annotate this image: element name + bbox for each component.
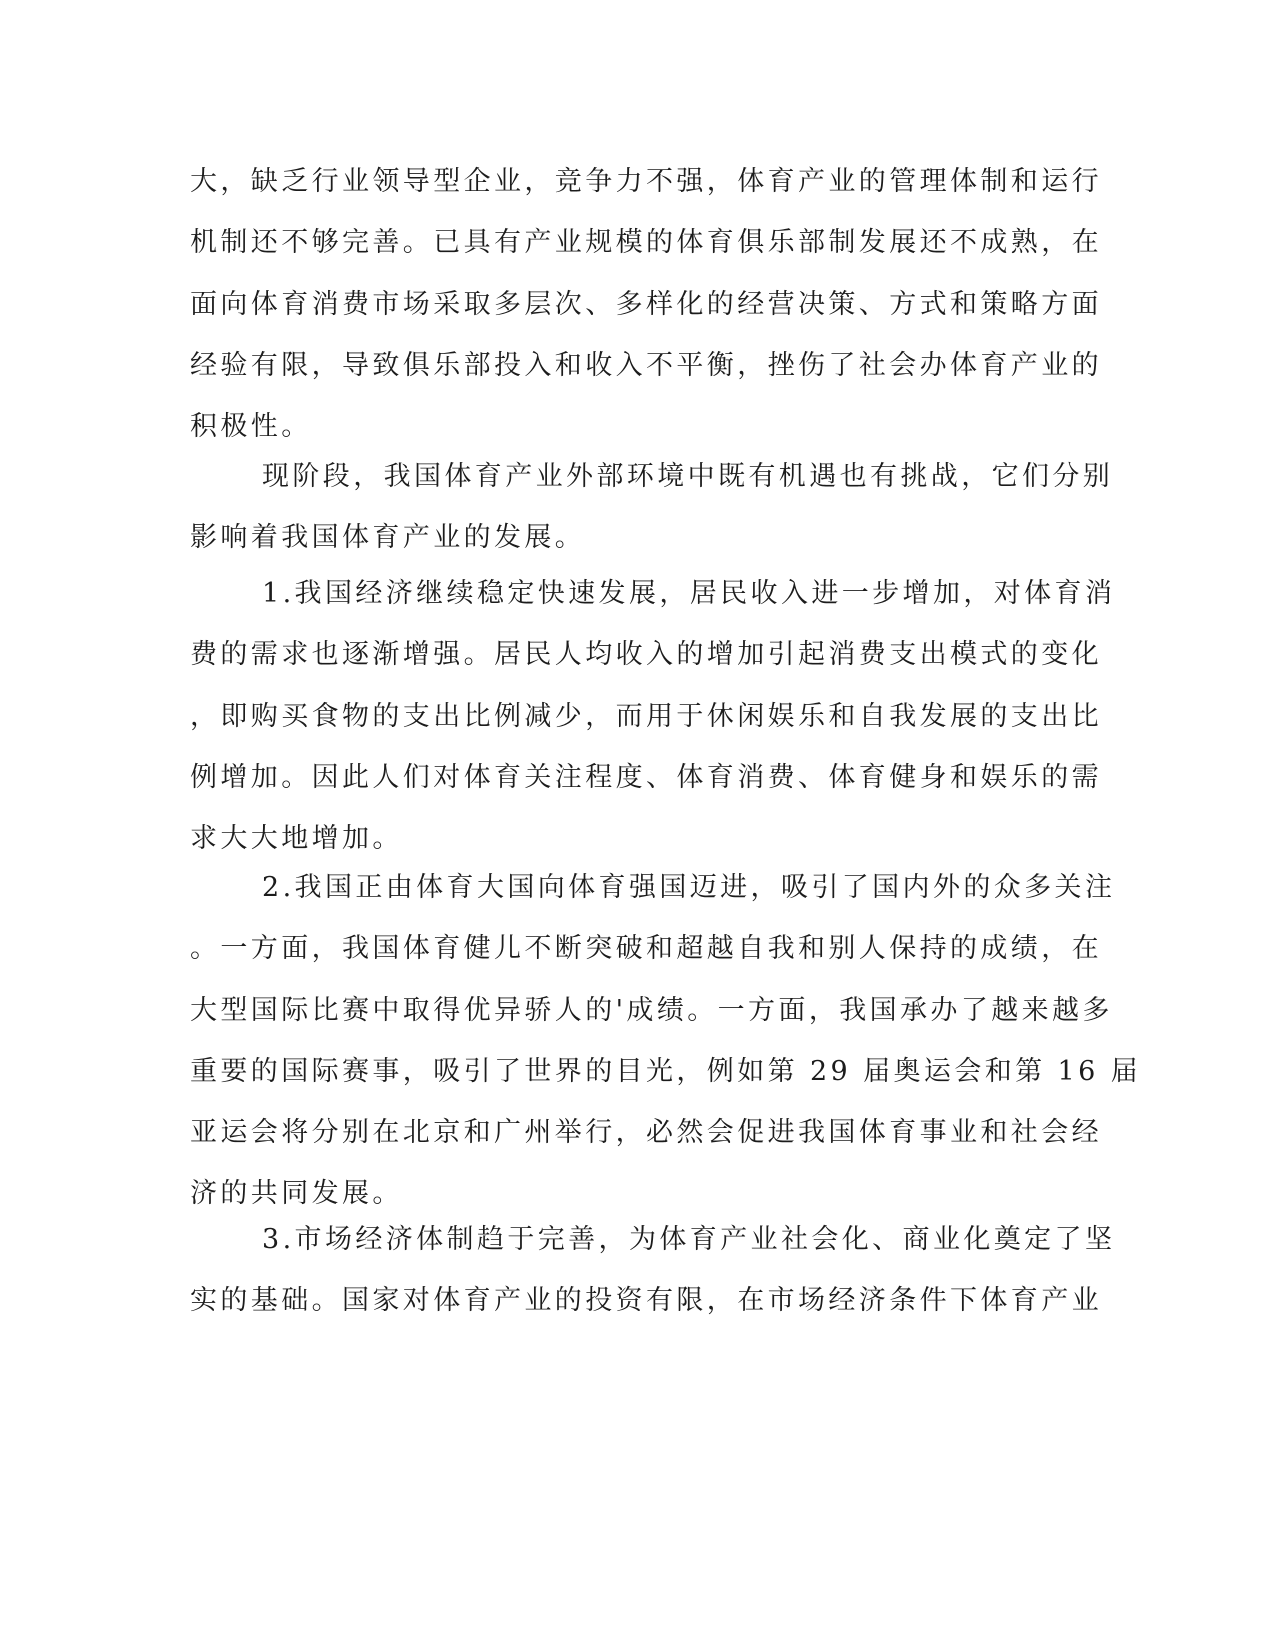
text-line: ，即购买食物的支出比例减少，而用于休闲娱乐和自我发展的支出比 xyxy=(190,700,1102,732)
text-line: 大，缺乏行业领导型企业，竞争力不强，体育产业的管理体制和运行 xyxy=(190,166,1102,197)
paragraph-external-environment xyxy=(190,446,1114,569)
paragraph-point-1 xyxy=(190,563,1116,869)
text-line: 例增加。因此人们对体育关注程度、体育消费、体育健身和娱乐的需 xyxy=(190,761,1102,793)
text-line: 重要的国际赛事，吸引了世界的目光，例如第 29 届奥运会和第 16 届 xyxy=(190,1055,1142,1087)
text-line: 济的共同发展。 xyxy=(190,1178,403,1210)
paragraph-point-3 xyxy=(190,1209,1116,1332)
text-line: 大型国际比赛中取得优异骄人的'成绩。一方面，我国承办了越来越多 xyxy=(190,994,1113,1026)
text-line: 面向体育消费市场采取多层次、多样化的经营决策、方式和策略方面 xyxy=(190,288,1102,320)
text-line: 费的需求也逐渐增强。居民人均收入的增加引起消费支出模式的变化 xyxy=(190,639,1102,671)
text-line: 机制还不够完善。已具有产业规模的体育俱乐部制发展还不成熟，在 xyxy=(190,227,1102,259)
text-line: 3.市场经济体制趋于完善，为体育产业社会化、商业化奠定了坚 xyxy=(262,1224,1116,1255)
text-line: 求大大地增加。 xyxy=(190,823,403,855)
text-line: 影响着我国体育产业的发展。 xyxy=(190,522,586,554)
text-line: 现阶段，我国体育产业外部环境中既有机遇也有挑战，它们分别 xyxy=(262,461,1114,492)
text-line: 积极性。 xyxy=(190,411,312,443)
text-line: 经验有限，导致俱乐部投入和收入不平衡，挫伤了社会办体育产业的 xyxy=(190,349,1102,381)
paragraph-continuation xyxy=(190,151,1102,457)
text-line: 实的基础。国家对体育产业的投资有限，在市场经济条件下体育产业 xyxy=(190,1285,1102,1317)
text-line: 1.我国经济继续稳定快速发展，居民收入进一步增加，对体育消 xyxy=(262,578,1116,609)
text-line: 亚运会将分别在北京和广州举行，必然会促进我国体育事业和社会经 xyxy=(190,1117,1102,1149)
text-line: 2.我国正由体育大国向体育强国迈进，吸引了国内外的众多关注 xyxy=(262,872,1116,903)
text-line: 。一方面，我国体育健儿不断突破和超越自我和别人保持的成绩，在 xyxy=(190,933,1102,965)
paragraph-point-2 xyxy=(190,857,1142,1225)
